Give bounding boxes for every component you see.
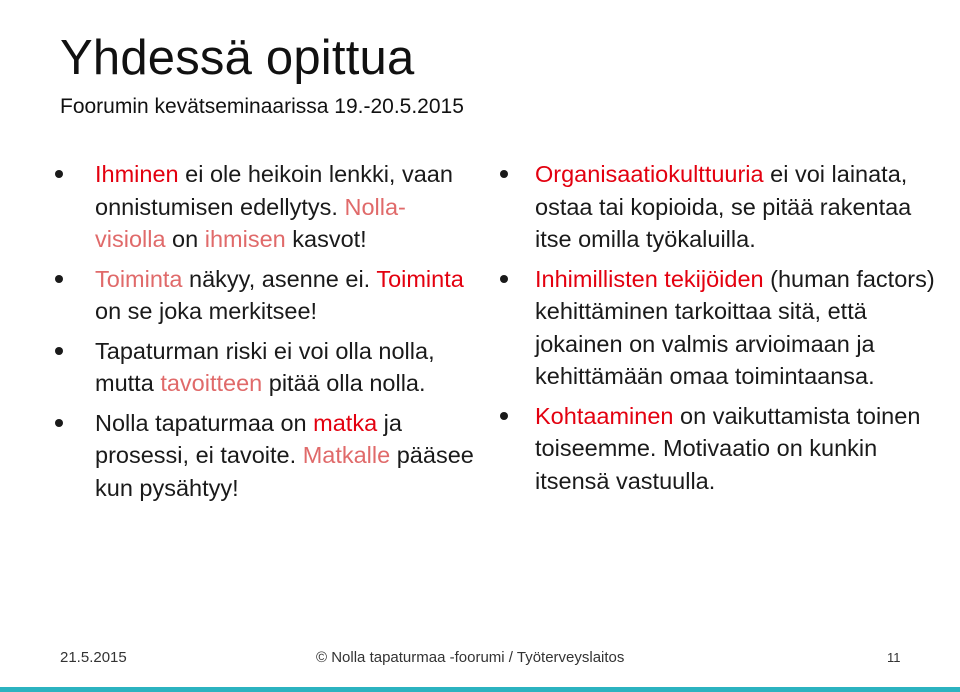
- bullet-text-segment: ja prosessi, ei tavoite.: [95, 409, 402, 468]
- page-number: 11: [887, 650, 901, 665]
- bullet-text-segment: pääsee kun pysähtyy!: [95, 442, 474, 501]
- bullet-dot-icon: [55, 419, 63, 427]
- slide-subtitle: Foorumin kevätseminaarissa 19.-20.5.2015: [60, 95, 464, 118]
- bullet-item: [495, 400, 935, 498]
- bullet-dot-icon: [500, 412, 508, 420]
- bullet-item: [495, 263, 935, 393]
- bullet-text-segment: Organisaatiokulttuuria: [535, 161, 764, 187]
- bullet-text-segment: on: [165, 226, 205, 252]
- bullet-text-segment: Nolla-visiolla: [95, 193, 406, 252]
- footer-copyright: © Nolla tapaturmaa -foorumi / Työterveyslaitos: [316, 649, 625, 666]
- bullet-text-segment: tavoitteen: [160, 370, 263, 396]
- bullet-text-segment: Nolla tapaturmaa on: [95, 409, 314, 436]
- slide-title: Yhdessä opittua: [60, 31, 415, 85]
- bullet-dot-icon: [55, 170, 63, 178]
- bullet-text-segment: matka: [313, 409, 378, 436]
- bullet-text-segment: näkyy, asenne ei.: [182, 265, 377, 292]
- bullet-dot-icon: [55, 347, 63, 355]
- right-bullet-list: [495, 158, 935, 504]
- bullet-text-segment: Ihminen: [95, 161, 179, 187]
- bullet-dot-icon: [500, 275, 508, 283]
- bullet-text-segment: Inhimillisten tekijöiden: [535, 265, 764, 292]
- bullet-text-segment: ihmisen: [204, 226, 286, 252]
- bullet-text-segment: pitää olla nolla.: [262, 370, 426, 396]
- left-bullet-list: [55, 158, 475, 511]
- bullet-text-segment: Tapaturman riski ei voi olla nolla, mutta: [95, 337, 435, 396]
- bullet-text-segment: (human factors) kehittäminen tarkoittaa sitä, että jokainen on valmis arvioimaan ja kehittämään omaa toimintaansa.: [535, 265, 935, 389]
- bullet-dot-icon: [500, 170, 508, 178]
- footer-date: 21.5.2015: [60, 649, 127, 666]
- bullet-item: [55, 158, 475, 256]
- bullet-item: [495, 158, 935, 256]
- bullet-text-segment: ei ole heikoin lenkki, vaan onnistumisen edellytys.: [95, 161, 453, 220]
- bullet-text-segment: kasvot!: [285, 226, 367, 252]
- bullet-text-segment: ei voi lainata, ostaa tai kopioida, se pitää rakentaa itse omilla työkaluilla.: [535, 161, 912, 252]
- bullet-item: [55, 263, 475, 328]
- bullet-dot-icon: [55, 275, 63, 283]
- bullet-text-segment: Kohtaaminen: [535, 402, 674, 429]
- bullet-text-segment: Matkalle: [302, 442, 391, 468]
- bullet-item: [55, 407, 475, 505]
- bullet-text-segment: Toiminta: [95, 265, 183, 292]
- bullet-text-segment: on vaikuttamista toinen toiseemme. Motivaatio on kunkin itsensä vastuulla.: [535, 402, 921, 494]
- footer-divider: [0, 687, 960, 692]
- bullet-text-segment: on se joka merkitsee!: [95, 298, 318, 324]
- bullet-item: [55, 335, 475, 400]
- bullet-text-segment: Toiminta: [376, 265, 464, 292]
